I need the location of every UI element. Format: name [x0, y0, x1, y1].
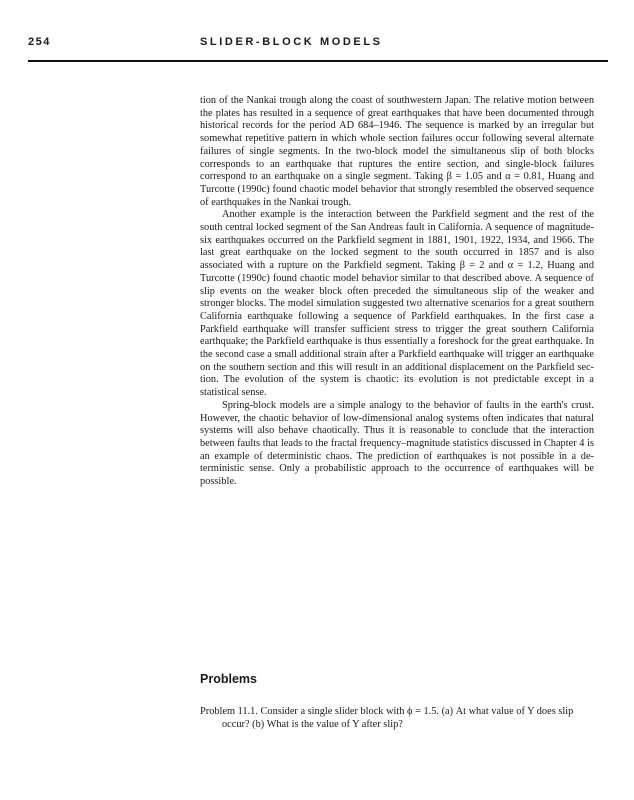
running-header — [28, 36, 608, 56]
paragraph-continuation: tion of the Nankai trough along the coast of southwestern Japan. The relative motion between the plates has resulted in a sequence of great earthquakes that have been documented through historical records for the period AD 684–1946. The sequence is marked by an irregular but somewhat repetitive pattern in which whole section failures occur following several alternate failures of single segments. In the two-block model the simultaneous slip of both blocks corresponds to an earthquake that ruptures the entire section, and single-block failures correspond to an earthquake on a single segment. Taking β = 1.05 and α = 0.81, Huang and Turcotte (1990c) found chaotic model behavior that strongly resembled the observed sequence of earthquakes in the Nankai trough. — [200, 95, 594, 208]
paragraph-parkfield: Another example is the interaction between the Parkfield segment and the rest of the south central locked segment of the San Andreas fault in California. A sequence of magnitude-six earthquakes occurred on the Parkfield segment in 1881, 1901, 1922, 1934, and 1966. The last great earthquake on the locked segment to the south occurred in 1857 and is also associated with a rupture on the Parkfield segment. Taking β = 2 and α = 1.2, Huang and Turcotte (1990c) found chaotic model behavior similar to that described above. A sequence of slip events on the weaker block often preceded the simultaneous slip of the weaker and stronger blocks. The model simulation suggested two alternative scenarios for a great southern California earthquake following a sequence of Parkfield earthquakes. In the first case a Parkfield earthquake will transfer sufficient stress to trigger the great southern California earthquake; the Parkfield earthquake is thus essentially a foreshock for the great earthquake. In the second case a small additional strain after a Parkfield earthquake will trigger an earthquake on the southern section and this will result in an additional displacement on the Parkfield section. The evolution of the system is chaotic: its evolution is not predictable except in a statistical sense. — [200, 209, 594, 399]
page-number: 254 — [28, 36, 51, 48]
problem-11-1: Problem 11.1. Consider a single slider block with ϕ = 1.5. (a) At what value of Y does slip occur? (b) What is the value of Y after slip? — [200, 706, 574, 730]
header-rule — [28, 60, 608, 62]
paragraph-spring-block: Spring-block models are a simple analogy to the behavior of faults in the earth's crust. However, the chaotic behavior of low-dimensional analog systems often indicates that natural systems will also behave chaotically. Thus it is reasonable to conclude that the interaction between faults that leads to the fractal frequency–magnitude statistics discussed in Chapter 4 is an example of deterministic chaos. The prediction of earthquakes is not possible in a deterministic sense. Only a probabilistic approach to the occurrence of earthquakes will be possible. — [200, 399, 594, 488]
running-title: SLIDER-BLOCK MODELS — [200, 36, 383, 48]
problems-heading: Problems — [200, 672, 257, 686]
body-text — [200, 95, 594, 489]
